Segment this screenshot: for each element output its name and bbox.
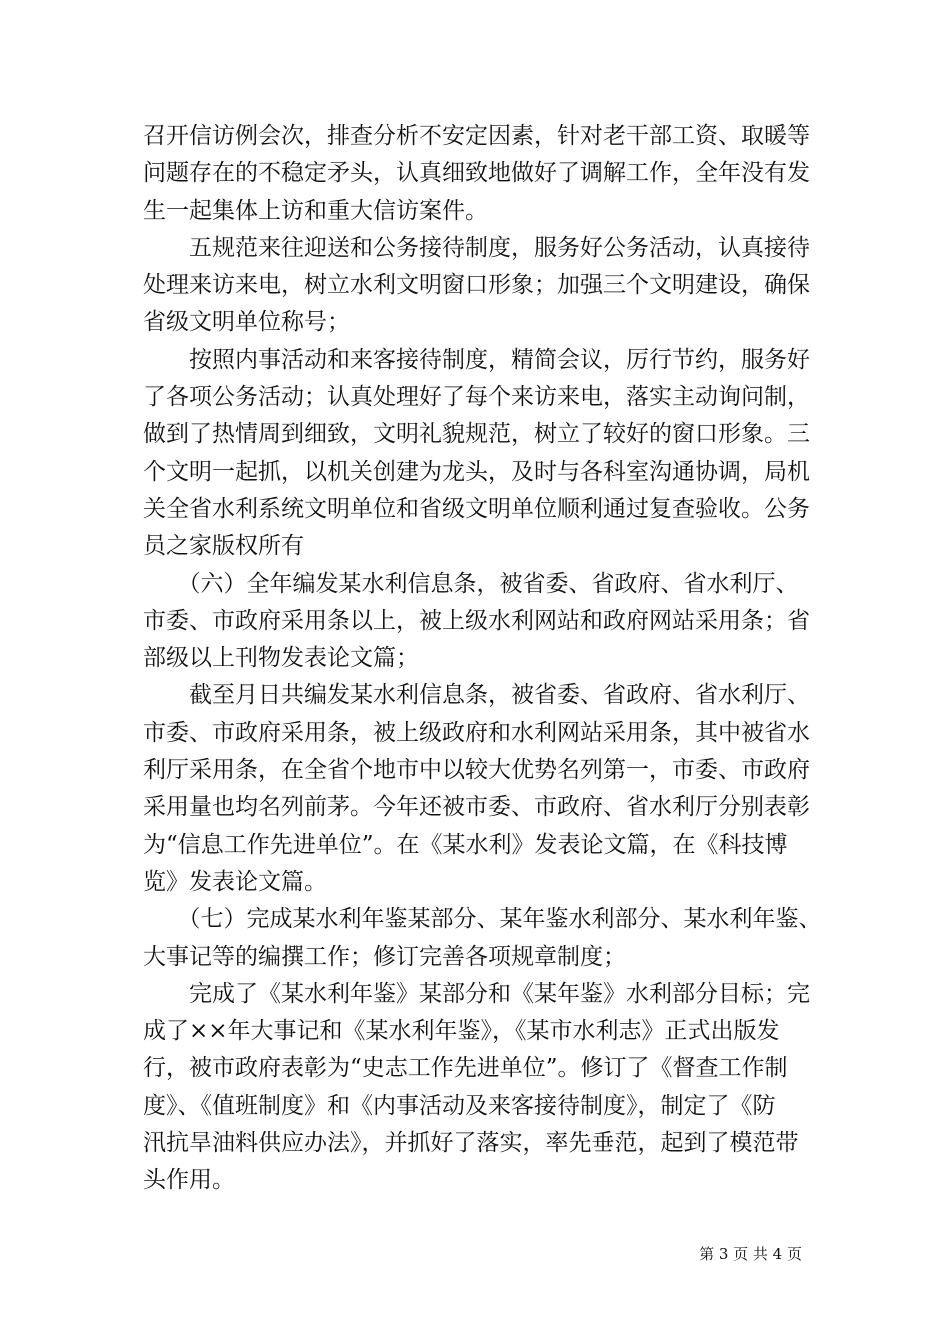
text-line: 采用量也均名列前茅。今年还被市委、市政府、省水利厅分别表彰 (143, 794, 810, 821)
text-line: 大事记等的编撰工作；修订完善各项规章制度； (143, 943, 626, 970)
text-line: 员之家版权所有 (143, 533, 304, 560)
text-line: 行，被市政府表彰为“史志工作先进单位”。修订了《督查工作制 (143, 1055, 788, 1082)
body-text (143, 118, 823, 1200)
text-line: 截至月日共编发某水利信息条，被省委、省政府、省水利厅、 (143, 682, 810, 709)
text-line: 完成了《某水利年鉴》某部分和《某年鉴》水利部分目标；完 (143, 980, 810, 1007)
text-line: 度》、《值班制度》和《内事活动及来客接待制度》，制定了《防 (143, 1092, 776, 1119)
page-number: 第 3 页 共 4 页 (699, 1245, 802, 1263)
text-line: 汛抗旱油料供应办法》，并抓好了落实，率先垂范，起到了模范带 (143, 1130, 799, 1157)
text-line: 览》发表论文篇。 (143, 868, 327, 895)
text-line: 问题存在的不稳定矛头，认真细致地做好了调解工作，全年没有发 (143, 160, 810, 187)
text-line: 成了××年大事记和《某水利年鉴》，《某市水利志》正式出版发 (143, 1018, 780, 1045)
text-line: 按照内事活动和来客接待制度，精简会议，厉行节约，服务好 (143, 346, 810, 373)
text-line: 省级文明单位称号； (143, 309, 350, 336)
text-line: 为“信息工作先进单位”。在《某水利》发表论文篇，在《科技博 (143, 831, 788, 858)
text-line: 利厅采用条，在全省个地市中以较大优势名列第一，市委、市政府 (143, 757, 810, 784)
text-line: 市委、市政府采用条以上，被上级水利网站和政府网站采用条；省 (143, 607, 810, 634)
text-line: 生一起集体上访和重大信访案件。 (143, 197, 488, 224)
text-line: 五规范来往迎送和公务接待制度，服务好公务活动，认真接待 (143, 234, 810, 261)
text-line: 个文明一起抓，以机关创建为龙头，及时与各科室沟通协调，局机 (143, 458, 810, 485)
text-line: 部级以上刊物发表论文篇； (143, 645, 419, 672)
text-line: 头作用。 (143, 1167, 235, 1194)
text-line: 处理来访来电，树立水利文明窗口形象；加强三个文明建设，确保 (143, 272, 810, 299)
text-line: 了各项公务活动；认真处理好了每个来访来电，落实主动询问制， (143, 384, 810, 411)
text-line: 市委、市政府采用条，被上级政府和水利网站采用条，其中被省水 (143, 719, 810, 746)
text-line: 做到了热情周到细致，文明礼貌规范，树立了较好的窗口形象。三 (143, 421, 810, 448)
text-line: 关全省水利系统文明单位和省级文明单位顺利通过复查验收。公务 (143, 495, 810, 522)
text-line: 召开信访例会次，排查分析不安定因素，针对老干部工资、取暖等 (143, 123, 810, 149)
text-line: （六）全年编发某水利信息条，被省委、省政府、省水利厅、 (143, 570, 799, 597)
text-line: （七）完成某水利年鉴某部分、某年鉴水利部分、某水利年鉴、 (143, 906, 822, 933)
